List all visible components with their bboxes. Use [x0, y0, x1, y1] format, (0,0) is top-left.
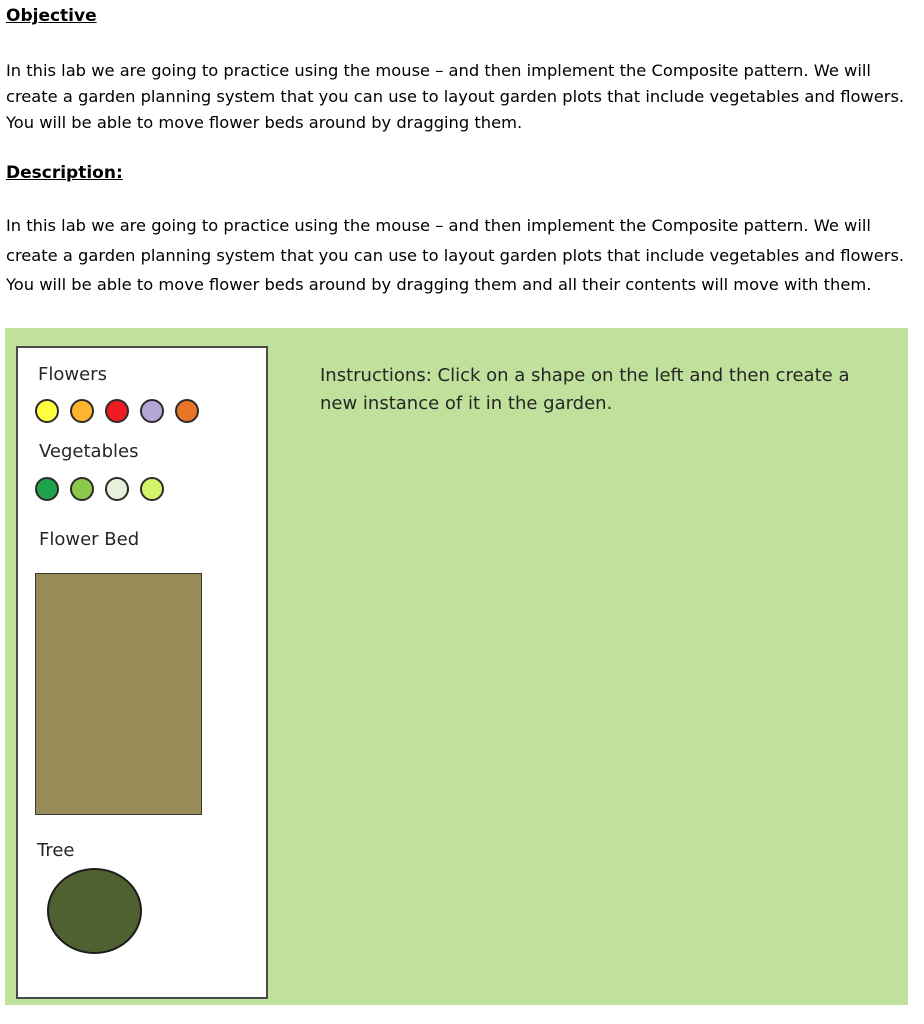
flowers-label: Flowers — [38, 364, 107, 385]
vegetable-swatch-2[interactable] — [70, 477, 94, 501]
vegetable-swatch-1[interactable] — [35, 477, 59, 501]
flower-swatch-4[interactable] — [140, 399, 164, 423]
flower-swatch-2[interactable] — [70, 399, 94, 423]
flower-bed-shape[interactable] — [35, 573, 202, 815]
flower-swatch-3[interactable] — [105, 399, 129, 423]
garden-instructions: Instructions: Click on a shape on the left and then create a new instance of it in the garden. — [320, 365, 850, 414]
objective-heading: Objective — [6, 6, 97, 26]
vegetable-swatches — [35, 477, 175, 501]
flower-swatch-5[interactable] — [175, 399, 199, 423]
tree-label: Tree — [37, 840, 75, 861]
shape-palette — [16, 346, 268, 999]
flower-bed-label: Flower Bed — [39, 529, 140, 550]
vegetable-swatch-3[interactable] — [105, 477, 129, 501]
flower-swatches — [35, 399, 210, 423]
description-heading: Description: — [6, 163, 123, 183]
objective-text: In this lab we are going to practice using the mouse – and then implement the Composite pattern. We will create a garden planning system that you can use to layout garden plots that include vegetables and flowers. You will be able to move flower beds around by dragging them. — [6, 61, 905, 132]
tree-shape[interactable] — [47, 868, 142, 954]
description-text: In this lab we are going to practice using the mouse – and then implement the Composite pattern. We will create a garden planning system that you can use to layout garden plots that include vegetables and flowers. You will be able to move flower beds around by dragging them and all their contents will move with them. — [6, 216, 905, 294]
vegetable-swatch-4[interactable] — [140, 477, 164, 501]
vegetables-label: Vegetables — [39, 441, 139, 462]
flower-swatch-1[interactable] — [35, 399, 59, 423]
